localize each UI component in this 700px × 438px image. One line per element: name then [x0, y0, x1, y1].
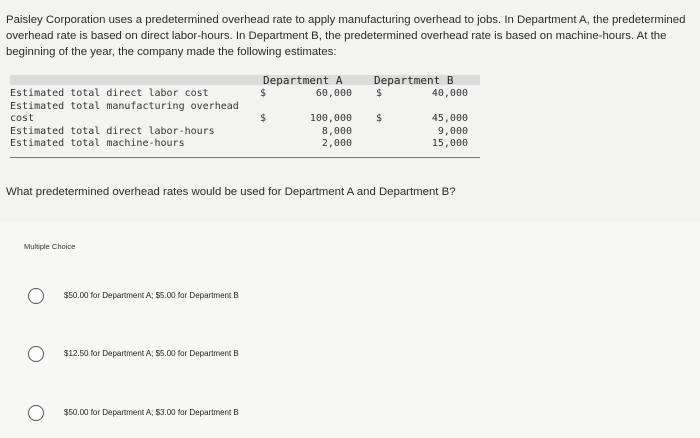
radio-button-icon[interactable]: [28, 405, 44, 421]
table-cell: 8,000: [321, 126, 352, 137]
table-cell: 15,000: [431, 138, 468, 149]
estimates-table: [10, 75, 480, 161]
multiple-choice-label: Multiple Choice: [24, 242, 76, 251]
table-cell: 100,000: [309, 113, 352, 124]
table-cell: 60,000: [315, 88, 352, 99]
currency-symbol: $: [376, 88, 383, 99]
row-label-machine-hours: Estimated total machine-hours: [10, 138, 185, 149]
row-label-direct-labor-hours: Estimated total direct labor-hours: [10, 126, 215, 137]
radio-button-icon[interactable]: [28, 346, 44, 362]
radio-button-icon[interactable]: [28, 288, 44, 304]
currency-symbol: $: [260, 113, 267, 124]
table-cell: 2,000: [321, 138, 352, 149]
row-label-direct-labor-cost: Estimated total direct labor cost: [10, 88, 209, 99]
currency-symbol: $: [260, 88, 267, 99]
row-label-manufacturing-overhead: Estimated total manufacturing overhead: [10, 101, 239, 112]
row-label-manufacturing-overhead-cont: cost: [10, 113, 35, 124]
currency-symbol: $: [376, 113, 383, 124]
table-cell: 45,000: [431, 113, 468, 124]
answer-option-text[interactable]: $12.50 for Department A; $5.00 for Department B: [64, 349, 239, 358]
table-cell: 9,000: [437, 126, 468, 137]
question-intro: Paisley Corporation uses a predetermined overhead rate to apply manufacturing overhead to jobs. In Department A, the predetermined overhead rate is based on direct labor-hours. In Department B, the predetermined overhead rate is based on machine-hours. At the beginning of the year, the company made the following estimates:: [6, 14, 686, 58]
table-cell: 40,000: [431, 88, 468, 99]
answer-option-text[interactable]: $50.00 for Department A; $3.00 for Department B: [64, 408, 239, 417]
question-prompt: What predetermined overhead rates would be used for Department A and Department B?: [6, 186, 456, 198]
column-header-department-a: Department A: [263, 74, 343, 87]
column-header-department-b: Department B: [374, 74, 454, 87]
answer-option-text[interactable]: $50.00 for Department A; $5.00 for Department B: [64, 291, 239, 300]
table-bottom-rule: [10, 157, 480, 158]
answer-panel: [0, 222, 700, 438]
